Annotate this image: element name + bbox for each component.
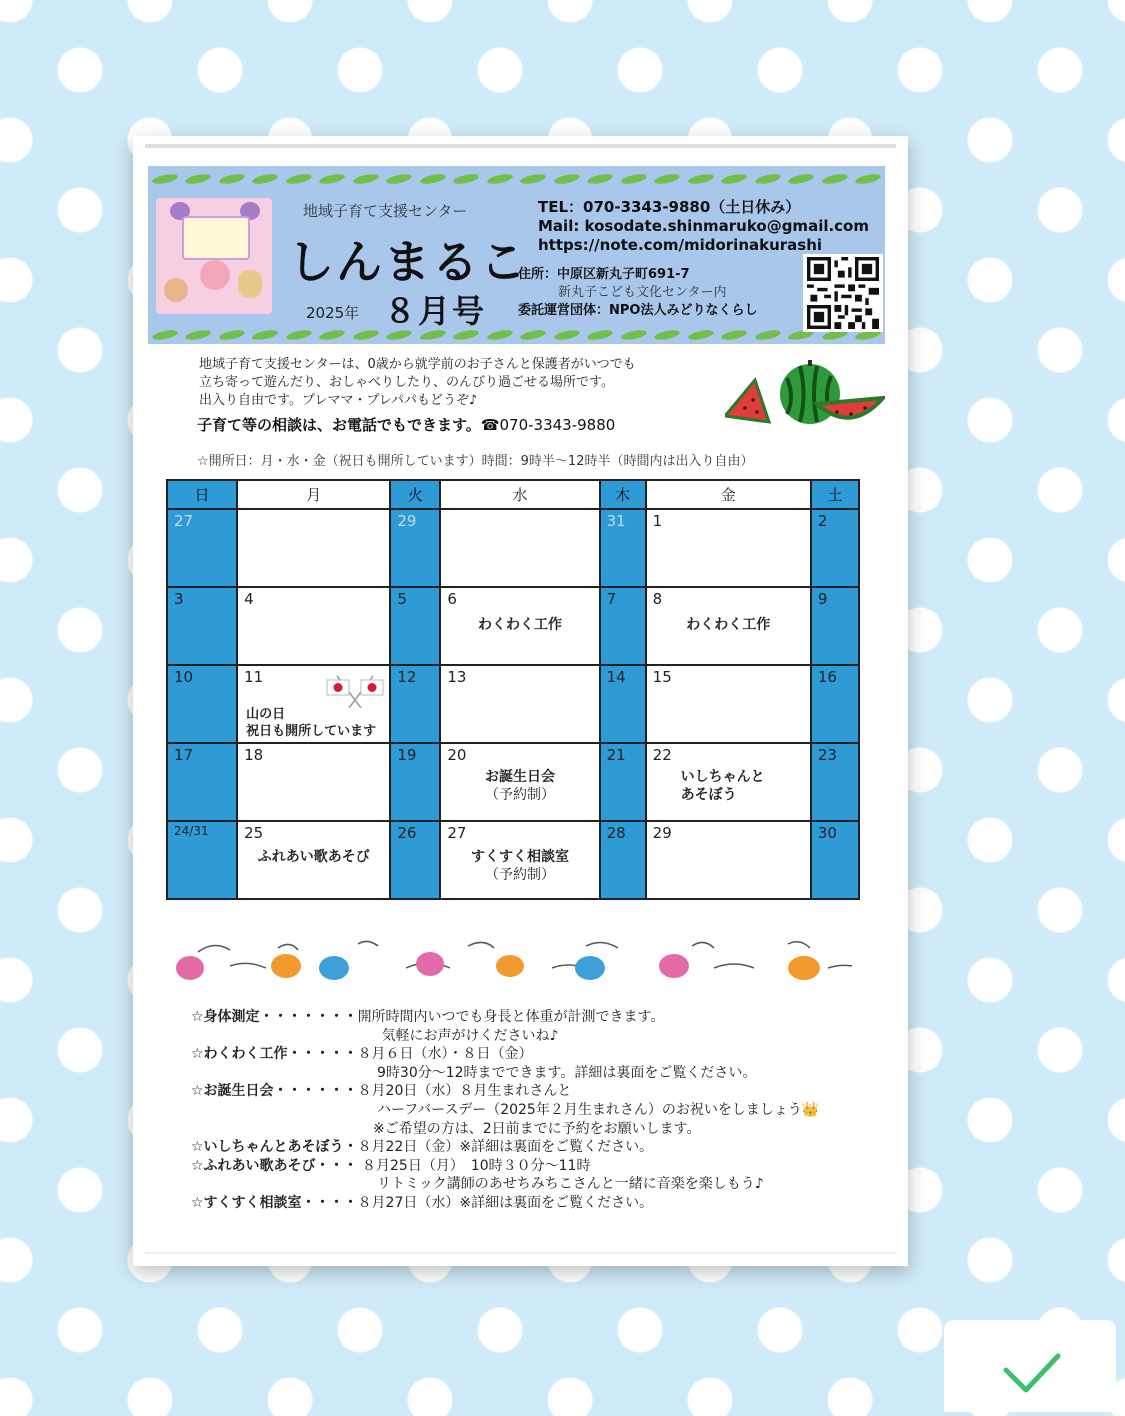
event-label: わくわく工作	[477, 617, 562, 633]
note-item	[191, 1157, 819, 1176]
day-number: 20	[447, 746, 467, 764]
note-value: ８月６日（水）・８日（金）	[357, 1046, 533, 1063]
note-value: ８月25日（月） 10時３０分〜11時	[357, 1157, 591, 1174]
note-item	[191, 1045, 819, 1064]
note-key: ☆すくすく相談室・・・・	[191, 1194, 358, 1211]
note-item	[191, 1194, 819, 1213]
calendar-cell	[440, 587, 599, 665]
leaf-border-bottom	[148, 328, 885, 342]
calendar-cell	[600, 743, 646, 821]
weekday-tue: 火	[390, 480, 440, 509]
note-continuation: ※ご希望の方は、2日前までに予約をお願いします。	[373, 1120, 701, 1137]
day-number: 25	[244, 824, 264, 842]
calendar-cell	[811, 743, 859, 821]
day-number: 23	[817, 746, 837, 764]
intro-line: 立ち寄って遊んだり、おしゃべりしたり、のんびり過ごせる場所です。	[199, 375, 614, 390]
note-key: ☆身体測定・・・・・・・	[191, 1009, 358, 1025]
contact-block	[538, 198, 869, 255]
weekday-thu: 木	[600, 480, 646, 509]
day-number: 27	[447, 824, 467, 842]
intro-line: 地域子育て支援センターは、0歳から就学前のお子さんと保護者がいつでも	[199, 357, 636, 372]
weekday-wed: 水	[440, 480, 599, 509]
event-label: ふれあい歌あそび	[257, 849, 370, 865]
watermelon-icon	[725, 358, 885, 438]
calendar-cell	[390, 665, 440, 743]
contact-url[interactable]: https://note.com/midorinakurashi	[538, 236, 823, 254]
calendar-cell	[390, 587, 440, 665]
contact-tel: TEL：070-3343-9880（土日休み）	[538, 198, 801, 216]
newsletter-header	[148, 166, 885, 344]
calendar-cell	[237, 587, 390, 665]
day-number: 8	[652, 590, 663, 608]
calendar-cell	[167, 665, 237, 743]
day-number: 17	[174, 746, 194, 764]
calendar-cell	[237, 821, 390, 899]
intro-line: 出入り自由です。プレママ・プレパパもどうぞ♪	[199, 393, 478, 408]
note-key: ☆ふれあい歌あそび・・・	[191, 1157, 358, 1174]
day-number: 16	[817, 668, 837, 686]
contact-mail[interactable]: Mail: kosodate.shinmaruko@gmail.com	[538, 217, 869, 235]
calendar-cell	[646, 743, 811, 821]
note-key: ☆いしちゃんとあそぼう・	[191, 1139, 358, 1156]
calendar-cell	[237, 743, 390, 821]
event-title: いしちゃんと	[680, 769, 765, 785]
note-item	[191, 1008, 819, 1027]
day-number: 9	[817, 590, 828, 608]
calendar-cell	[440, 509, 599, 587]
day-number: 5	[397, 590, 407, 608]
day-number: 27	[174, 512, 194, 530]
day-number: 12	[397, 668, 417, 686]
calendar-cell	[646, 509, 811, 587]
note-value: 開所時間内いつでも身長と体重が計測できます。	[357, 1009, 665, 1025]
calendar-cell	[600, 509, 646, 587]
event-title: お誕生日会	[484, 769, 555, 785]
weekday-sat: 土	[811, 480, 859, 509]
event-label: わくわく工作	[686, 617, 771, 633]
day-number: 31	[606, 512, 626, 530]
note-continuation: リトミック講師のあせちみちこさんと一緒に音楽を楽しもう♪	[377, 1176, 764, 1193]
calendar-cell	[390, 743, 440, 821]
day-number: 3	[174, 590, 184, 608]
issue-year: 2025年	[306, 304, 360, 322]
page-top-rule	[145, 144, 896, 148]
calendar-cell	[646, 665, 811, 743]
note-item	[191, 1138, 819, 1157]
address-sub: 新丸子こども文化センター内	[558, 285, 727, 300]
event-label	[441, 848, 598, 884]
event-title: すくすく相談室	[470, 849, 569, 865]
calendar-week	[167, 743, 859, 821]
holiday-name: 山の日	[246, 707, 286, 722]
issue-month: ８月号	[384, 292, 487, 330]
notes-list	[191, 1008, 819, 1213]
center-label: 地域子育て支援センター	[303, 202, 468, 220]
center-name: しんまるこ	[288, 235, 528, 289]
event-title: あそぼう	[680, 787, 737, 803]
calendar-cell	[167, 743, 237, 821]
newsletter-page	[133, 136, 908, 1266]
calendar-cell	[440, 821, 599, 899]
calendar-cell	[811, 587, 859, 665]
note-continuation: ハーフバースデー（2025年２月生まれさん）のお祝いをしましょう👑	[377, 1101, 820, 1118]
weekday-sun: 日	[167, 480, 237, 509]
holiday-open-note: 祝日も開所しています	[246, 724, 377, 739]
calendar-cell	[600, 587, 646, 665]
day-number: 1	[652, 512, 663, 530]
calendar-cell	[167, 587, 237, 665]
weekday-fri: 金	[646, 480, 811, 509]
intro-text	[199, 356, 636, 410]
japan-flag-icon	[325, 674, 385, 708]
leaf-border-top	[148, 172, 885, 186]
day-number: 21	[606, 746, 626, 764]
consult-text: 子育て等の相談は、お電話でもできます。	[197, 416, 481, 434]
calendar-cell	[440, 743, 599, 821]
day-number: 28	[606, 824, 626, 842]
day-number: 6	[447, 590, 457, 608]
day-number: 26	[397, 824, 417, 842]
note-item	[191, 1082, 819, 1101]
note-continuation: 9時30分〜12時までできます。詳細は裏面をご覧ください。	[377, 1064, 757, 1081]
calendar-cell	[811, 509, 859, 587]
note-value: ８月20日（水）８月生まれさんと	[357, 1083, 572, 1100]
calendar-week	[167, 821, 859, 899]
calendar-cell	[811, 665, 859, 743]
consult-line	[197, 414, 615, 435]
day-number: 4	[244, 590, 254, 608]
day-number: 22	[652, 746, 672, 764]
day-number: 7	[606, 590, 617, 608]
day-number: 14	[606, 668, 626, 686]
event-label	[441, 768, 598, 804]
calendar-cell	[167, 509, 237, 587]
day-number: 2	[817, 512, 828, 530]
event-note: （予約制）	[484, 867, 555, 883]
confirm-button[interactable]	[944, 1320, 1116, 1412]
calendar-cell	[390, 821, 440, 899]
calendar-week	[167, 509, 859, 587]
address-block	[518, 266, 757, 320]
day-number: 19	[397, 746, 417, 764]
calendar-cell	[167, 821, 237, 899]
august-calendar	[166, 479, 860, 900]
calendar-cell	[646, 587, 811, 665]
day-number: 24/31	[174, 824, 209, 838]
qr-code-icon[interactable]	[803, 254, 883, 332]
calendar-cell	[440, 665, 599, 743]
calendar-week	[167, 587, 859, 665]
day-number: 11	[244, 668, 264, 686]
calendar-cell	[600, 821, 646, 899]
day-number: 18	[244, 746, 264, 764]
note-value: ８月27日（水）※詳細は裏面をご覧ください。	[357, 1194, 654, 1211]
note-key: ☆わくわく工作・・・・・	[191, 1046, 358, 1063]
calendar-week	[167, 665, 859, 743]
page-bottom-rule	[145, 1252, 896, 1254]
shinmaruko-logo	[156, 198, 272, 314]
day-number: 29	[397, 512, 417, 530]
note-value: ８月22日（金）※詳細は裏面をご覧ください。	[357, 1139, 654, 1156]
opening-hours: ☆開所日：月・水・金（祝日も開所しています）時間：9時半〜12時半（時間内は出入り自由）	[197, 454, 754, 469]
checkmark-icon	[944, 1320, 1116, 1412]
calendar-header-row	[167, 480, 859, 509]
consult-tel[interactable]: ☎070-3343-9880	[480, 416, 616, 434]
calendar-cell	[600, 665, 646, 743]
note-key: ☆お誕生日会・・・・・・	[191, 1083, 358, 1100]
day-number: 15	[652, 668, 672, 686]
day-number: 10	[174, 668, 194, 686]
calendar-cell	[811, 821, 859, 899]
calendar-cell	[237, 665, 390, 743]
event-label	[681, 768, 810, 804]
calendar-cell	[390, 509, 440, 587]
day-number: 30	[817, 824, 837, 842]
holiday-note	[246, 706, 376, 740]
day-number: 29	[652, 824, 672, 842]
calendar-cell	[646, 821, 811, 899]
day-number: 13	[447, 668, 467, 686]
address: 住所：中原区新丸子町691-7	[518, 267, 690, 282]
wind-chime-border-icon	[168, 938, 868, 984]
calendar-cell	[237, 509, 390, 587]
note-continuation: 気軽にお声がけくださいね♪	[377, 1027, 559, 1044]
operator: 委託運営団体：NPO法人みどりなくらし	[518, 303, 758, 318]
event-note: （予約制）	[484, 787, 555, 803]
weekday-mon: 月	[237, 480, 390, 509]
